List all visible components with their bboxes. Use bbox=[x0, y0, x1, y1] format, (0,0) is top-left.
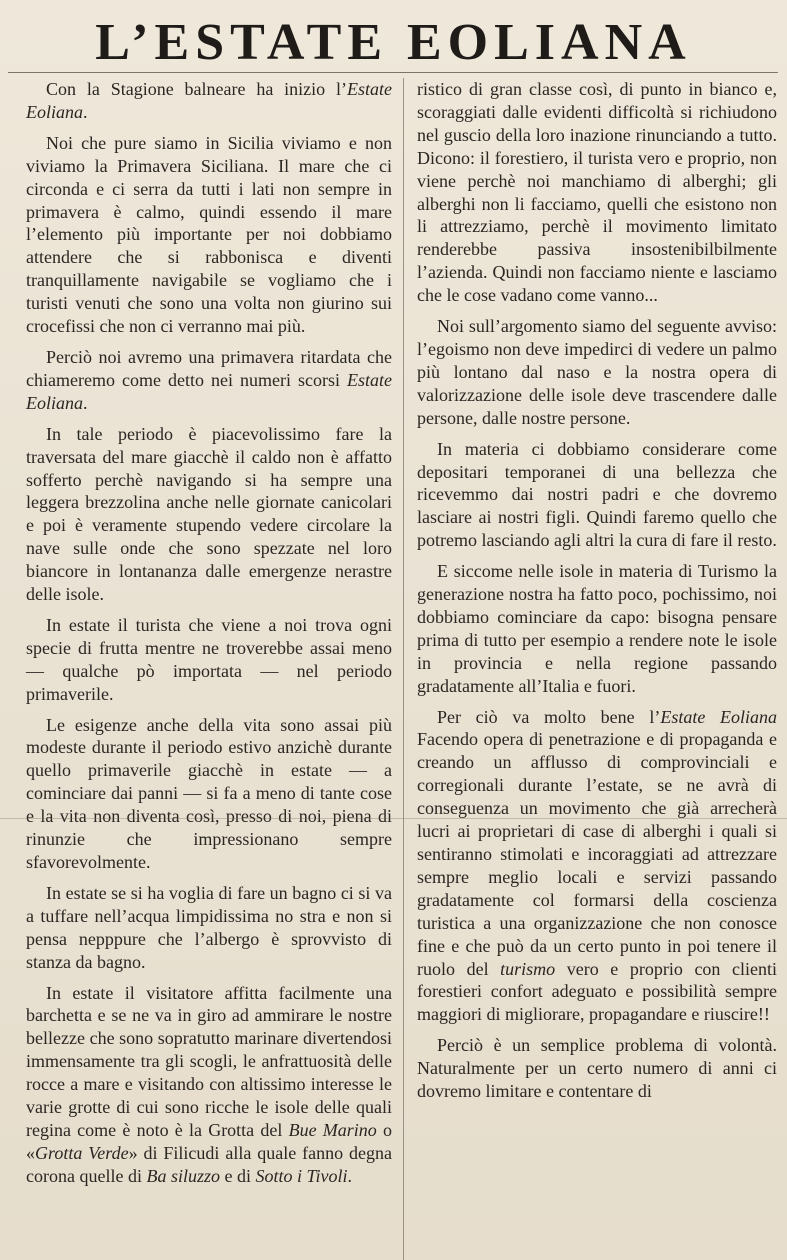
text-run: Per ciò va molto bene l’ bbox=[437, 706, 661, 727]
italic-run: Estate Eoliana bbox=[26, 369, 392, 413]
text-run: » di Filicudi alla quale fanno degna corona quelle di bbox=[26, 1142, 392, 1186]
text-run: In estate il visitatore affitta facilmente una barchetta e se ne va in giro ad ammirare le nostre bellezze che sono sopratutto marinare divertendosi immensamente tra gli scogli, le anfrattuosità delle rocce a mare e visitando con altissimo interesse le varie grotte di cui sono ricche le isole delle quali regina come è noto è la Grotta del bbox=[26, 982, 392, 1140]
paragraph: Noi che pure siamo in Sicilia viviamo e non viviamo la Primavera Siciliana. Il mare che ci circonda e ci serra da tutti i lati non sempre in primavera è calmo, quindi essendo il mare l’elemento più importante per noi dobbiamo attendere che si rabbonisca e diventi tranquillamente navigabile se vogliamo che i turisti venuti che sono una volta non giurino sui crocefissi che non ci verranno mai più. bbox=[26, 132, 392, 337]
paragraph: Le esigenze anche della vita sono assai più modeste durante il periodo estivo anzichè durante quello primaverile giacchè in estate — a cominciare dai panni — si fa a meno di tante cose e la vita non diventa così, presso di noi, piena di rinunzie che impressionano sempre sfavorevolmente. bbox=[26, 714, 392, 872]
paragraph: ristico di gran classe così, di punto in bianco e, scoraggiati dalle evidenti difficoltà si richiudono nel guscio della loro inazione rinunciando a tutto. Dicono: il forestiero, il turista vero e proprio, non viene perchè noi manchiamo di alberghi; gli alberghi non li facciamo, quelli che esistono non li attrezziamo, perchè il movimento limitato renderebbe passiva insostenibilbilmente l’azienda. Quindi non facciamo niente e lasciamo che le cose vadano come vanno... bbox=[417, 79, 777, 306]
column-divider bbox=[403, 78, 404, 1260]
paper-fold-line bbox=[0, 818, 787, 819]
italic-run: Ba siluzzo bbox=[146, 1165, 220, 1186]
text-run: . bbox=[83, 392, 88, 413]
paragraph: Noi sull’argomento siamo del seguente avviso: l’egoismo non deve impedirci di vedere un palmo più lontano dal naso e la nostra opera di valorizzazione delle isole deve trascendere dalle persone, dalle nostre persone. bbox=[417, 316, 777, 428]
paragraph bbox=[26, 78, 392, 124]
paragraph: Perciò è un semplice problema di volontà. Naturalmente per un certo numero di anni ci dovremo limitare e contentare di bbox=[417, 1035, 777, 1102]
paragraph bbox=[417, 706, 777, 1027]
text-run: Con la Stagione balneare ha inizio l’ bbox=[46, 79, 347, 99]
paragraph bbox=[26, 346, 392, 415]
text-run: . bbox=[83, 101, 88, 122]
page-title: L’ESTATE EOLIANA bbox=[95, 14, 692, 71]
italic-run: turismo bbox=[500, 958, 556, 979]
paragraph: In estate il turista che viene a noi trova ogni specie di frutta mentre ne troverebbe assai meno — qualche pò importata — nel periodo primaverile. bbox=[26, 614, 392, 704]
italic-run: Estate Eoliana bbox=[660, 706, 777, 727]
left-column bbox=[26, 78, 392, 1196]
italic-run: Grotta Verde bbox=[35, 1142, 129, 1163]
italic-run: Estate Eoliana bbox=[26, 79, 392, 122]
text-run: o « bbox=[26, 1119, 393, 1163]
title-rule bbox=[8, 72, 778, 73]
paragraph: In materia ci dobbiamo considerare come depositari temporanei di una bellezza che ricevemmo dai nostri padri e che dovremo lasciare ai nostri figli. Quindi faremo quello che potremo lasciando agli altri la cura di fare il resto. bbox=[417, 438, 777, 551]
text-run: . bbox=[347, 1165, 352, 1186]
text-run: e di bbox=[219, 1165, 256, 1186]
italic-run: Sotto i Tivoli bbox=[255, 1165, 348, 1186]
text-run: Facendo opera di penetrazione e di propaganda e creando un afflusso di comprovinciali e corregionali durante l’estate, se ne avrà di conseguenza un movimento che già arrecherà lucri ai proprietari di case di alberghi i quali si sentiranno stimolati e incoraggiati ad attrezzare sempre meglio locali e servizi passando gradatamente col formarsi della coscienza turistica a una organizzazione che non conosce fine e che può da un certo punto in poi tenere il ruolo del bbox=[417, 729, 777, 979]
right-column bbox=[417, 78, 777, 1111]
paragraph bbox=[26, 982, 392, 1188]
paragraph: In estate se si ha voglia di fare un bagno ci si va a tuffare nell’acqua limpidissima no stra e non si pensa nepppure che l’albergo è sprovvisto di stanza da bagno. bbox=[26, 882, 392, 972]
italic-run: Bue Marino bbox=[288, 1119, 377, 1140]
text-run: Perciò noi avremo una primavera ritardata che chiameremo come detto nei numeri scorsi bbox=[26, 346, 392, 390]
paragraph: In tale periodo è piacevolissimo fare la traversata del mare giacchè il caldo non è affatto sofferto perchè navigando si ha sempre una leggera brezzolina anche nelle giornate canicolari e poi è veramente stupendo vedere circolare la nave sulle onde che sono spezzate nel loro biancore in lontananza dalle emergenze nerastre delle isole. bbox=[26, 423, 392, 605]
paragraph: E siccome nelle isole in materia di Turismo la generazione nostra ha fatto poco, pochissimo, noi dobbiamo cominciare da capo: bisogna pensare prima di tutto per esempio a rendere note le isole in provincia e nella regione passando gradatamente all’Italia e fuori. bbox=[417, 561, 777, 696]
text-run: vero e proprio con clienti forestieri confort adeguato e possibilità sempre maggiori di migliorare, propagandare e riuscire!! bbox=[417, 958, 777, 1025]
